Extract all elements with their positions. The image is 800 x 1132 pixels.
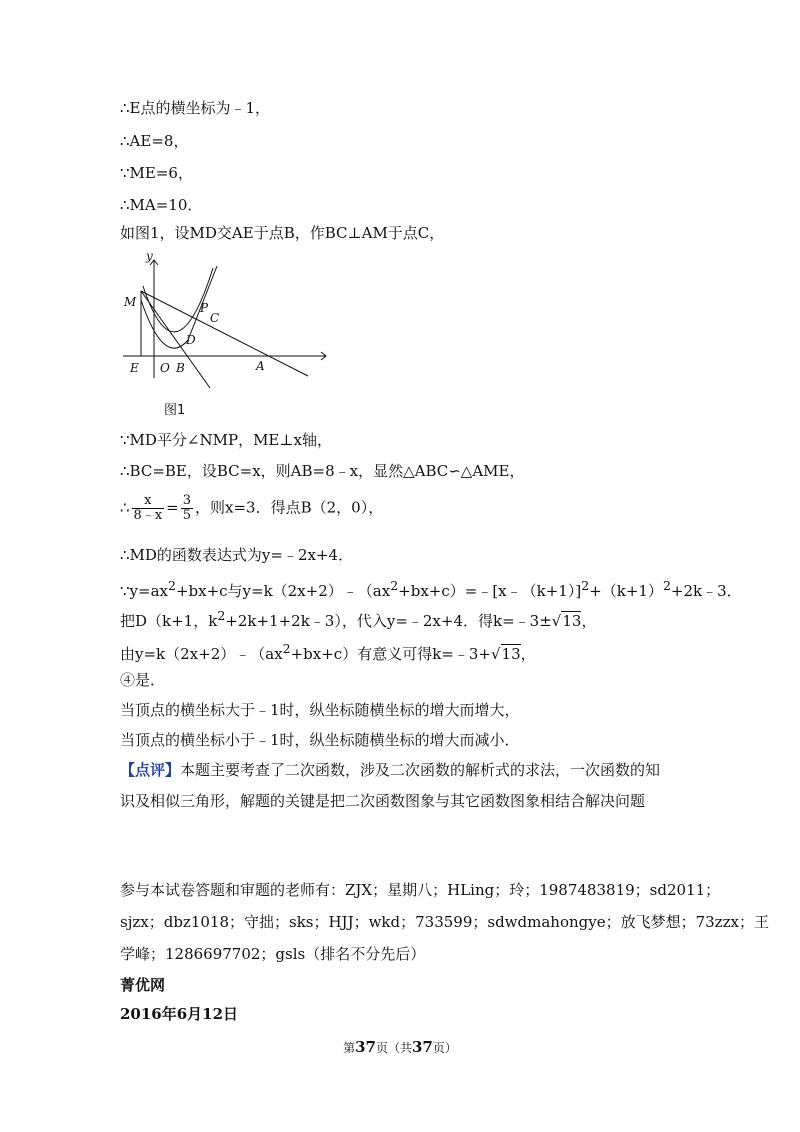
label-b: B — [176, 361, 185, 375]
review-text: 本题主要考查了二次函数，涉及二次函数的解析式的求法，一次函数的知 — [180, 761, 661, 779]
footer-text: 页） — [432, 1041, 457, 1055]
radicand: 13 — [562, 612, 582, 630]
label-e: E — [130, 361, 139, 375]
line-md-bisector: ∵MD平分∠NMP，ME⊥x轴， — [120, 431, 332, 449]
text-segment: +（k+1） — [589, 582, 663, 600]
label-c: C — [210, 311, 220, 325]
text-segment: ∵y=ax — [120, 582, 168, 600]
sqrt-icon: √ — [551, 612, 562, 630]
current-page-number: 37 — [355, 1038, 376, 1056]
text-segment: +2k﹣3． — [670, 582, 742, 600]
line-md-expression: ∴MD的函数表达式为y=﹣2x+4． — [120, 546, 354, 564]
fraction-numerator: 3 — [182, 493, 192, 508]
text-segment: ， — [581, 612, 597, 630]
superscript: 2 — [282, 641, 291, 656]
superscript: 2 — [168, 578, 176, 593]
text-segment: +bx+c与y=k（2x+2）﹣（ax — [175, 582, 391, 600]
label-d: D — [186, 333, 196, 347]
footer-text: 页（共 — [375, 1041, 412, 1055]
line-ae: ∴AE=8， — [120, 132, 189, 150]
line-vertex-form — [120, 576, 742, 601]
equals-sign: = — [166, 498, 179, 517]
document-date: 2016年6月12日 — [120, 1005, 239, 1023]
label-o: O — [160, 361, 170, 375]
radicand: 13 — [501, 645, 521, 663]
teachers-line-3: 学峰；1286697702；gsls（排名不分先后） — [120, 945, 426, 963]
fraction-denominator: 5 — [182, 508, 192, 523]
superscript: 2 — [581, 578, 590, 593]
line-me: ∵ME=6， — [120, 164, 193, 182]
text-segment: 由y=k（2x+2）﹣（ax — [120, 645, 283, 663]
superscript: 2 — [217, 608, 226, 623]
teachers-line-1: 参与本试卷答题和审题的老师有：ZJX；星期八；HLing；玲；1987483819；sd2011； — [120, 881, 721, 899]
line-proportion — [120, 494, 383, 523]
line-e-abscissa: ∴E点的横坐标为﹣1， — [120, 99, 271, 117]
text-segment: +bx+c）有意义可得k=﹣3+ — [290, 645, 491, 663]
review-paragraph-line-2: 识及相似三角形，解题的关键是把二次函数图象与其它函数图象相结合解决问题 — [120, 792, 646, 810]
superscript: 2 — [662, 578, 671, 593]
fraction-denominator: 8﹣x — [133, 508, 163, 523]
line-meaningful-k — [120, 639, 536, 664]
label-y: y — [146, 249, 153, 263]
label-m: M — [124, 295, 137, 309]
proportion-result: ，则x=3．得点B（2，0）， — [195, 498, 384, 517]
review-tag: 【点评】 — [120, 761, 181, 779]
line-ma: ∴MA=10． — [120, 196, 203, 214]
figure-1 — [118, 248, 338, 423]
label-a: A — [256, 359, 265, 373]
sqrt-icon: √ — [490, 645, 501, 663]
text-segment: +bx+c）=﹣[x﹣（k+1）] — [398, 582, 582, 600]
footer-text: 第 — [343, 1041, 356, 1055]
line-item-4: ④是． — [120, 671, 166, 689]
fraction-numerator: x — [132, 494, 165, 509]
fraction-x-over-8-minus-x — [132, 494, 165, 523]
fraction-3-over-5 — [181, 494, 193, 523]
site-name: 菁优网 — [120, 976, 166, 994]
line-construction: 如图1，设MD交AE于点B，作BC⊥AM于点C， — [120, 224, 445, 242]
text-segment: +2k+1+2k﹣3），代入y=﹣2x+4．得k=﹣3± — [225, 612, 552, 630]
teachers-line-2: sjzx；dbz1018；守拙；sks；HJJ；wkd；733599；sdwdmahongye；放飞梦想；73zzx；王 — [120, 913, 769, 931]
line-similar-triangles: ∴BC=BE，设BC=x，则AB=8﹣x，显然△ABC∽△AME， — [120, 462, 525, 480]
line-increasing: 当顶点的横坐标大于﹣1时，纵坐标随横坐标的增大而增大， — [120, 701, 520, 719]
line-substitute-d — [120, 606, 596, 631]
superscript: 2 — [390, 578, 399, 593]
text-segment: ， — [520, 645, 536, 663]
total-page-number: 37 — [412, 1038, 433, 1056]
text-segment: 把D（k+1，k — [120, 612, 218, 630]
figure-caption: 图1 — [164, 403, 186, 418]
review-paragraph-line-1 — [120, 760, 660, 780]
label-p: P — [200, 301, 209, 315]
page-footer — [0, 1038, 800, 1056]
therefore-sign: ∴ — [120, 498, 130, 517]
line-decreasing: 当顶点的横坐标小于﹣1时，纵坐标随横坐标的增大而减小． — [120, 731, 520, 749]
